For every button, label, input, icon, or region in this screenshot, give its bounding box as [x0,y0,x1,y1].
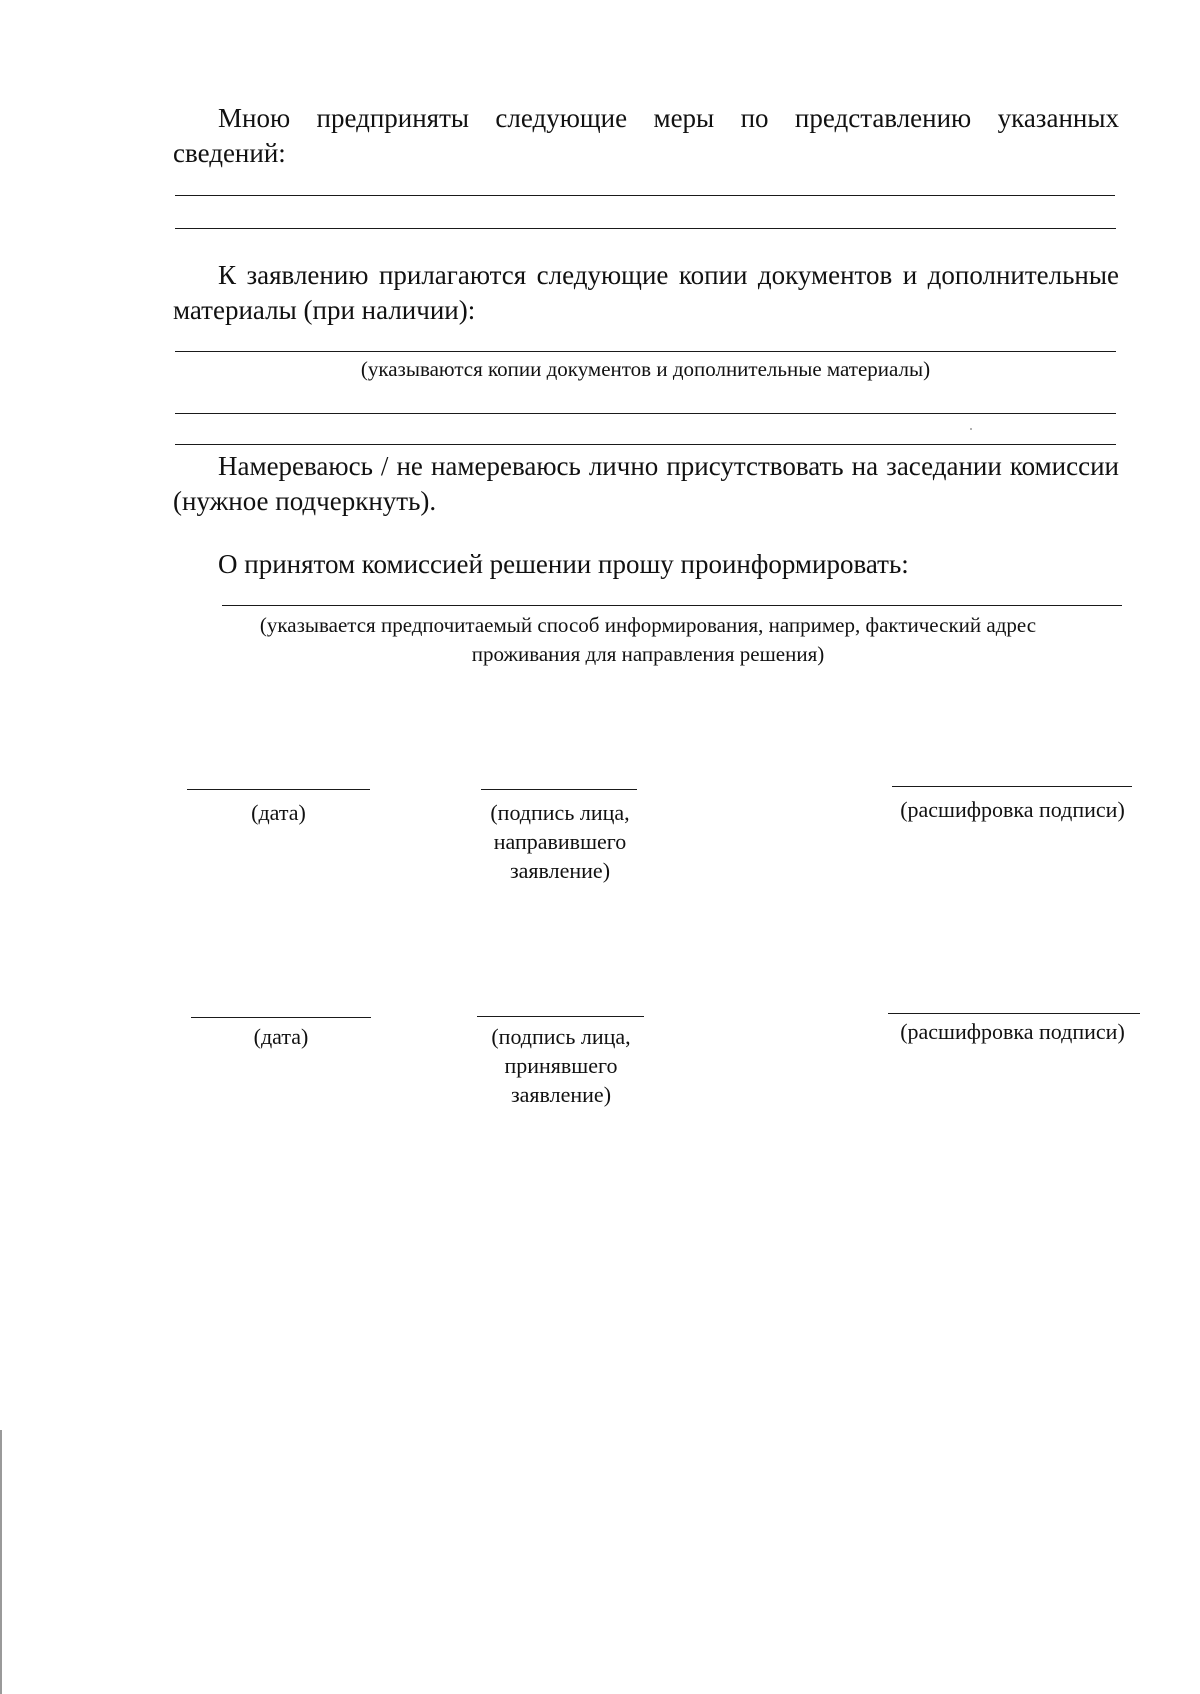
attachments-fill-line-2 [175,413,1116,414]
scan-speck [970,428,972,430]
measures-fill-line-1 [175,195,1115,196]
scan-edge-mark [0,1430,2,1694]
receiver-decoding-label: (расшифровка подписи) [900,1019,1125,1044]
inform-caption-line-2: проживания для направления решения) [471,642,825,666]
sender-signature-caption-1: (подпись лица, [490,800,630,825]
sender-signature-caption-2: направившего [493,829,627,854]
sender-signature-line [481,789,637,790]
receiver-decoding-line [888,1013,1140,1014]
sender-date-label: (дата) [251,800,306,825]
attachments-fill-line-3 [175,444,1116,445]
receiver-date-line [191,1017,371,1018]
paragraph-inform [173,547,1119,582]
paragraph-measures-text: Мною предприняты следующие меры по представлению указанных сведений: [173,103,1119,168]
receiver-date-label: (дата) [253,1024,309,1049]
attachments-caption: (указываются копии документов и дополнительные материалы) [360,357,931,381]
measures-fill-line-2 [175,228,1116,229]
paragraph-attachments [173,258,1119,328]
paragraph-attachments-text: К заявлению прилагаются следующие копии документов и дополнительные материалы (при наличии): [173,260,1119,325]
receiver-signature-line [477,1016,644,1017]
sender-date-line [187,789,370,790]
paragraph-inform-text: О принятом комиссией решении прошу проинформировать: [218,549,909,579]
receiver-signature-caption-2: принявшего [504,1053,618,1078]
sender-decoding-label: (расшифровка подписи) [900,797,1125,822]
paragraph-attendance [173,449,1119,519]
sender-signature-caption [455,798,665,885]
paragraph-measures [173,101,1119,171]
receiver-signature-caption-1: (подпись лица, [491,1024,631,1049]
inform-fill-line [222,605,1122,606]
attachments-fill-line-1 [175,351,1116,352]
inform-caption-line-1: (указывается предпочитаемый способ информирования, например, фактический адрес [259,613,1037,637]
paragraph-attendance-text: Намереваюсь / не намереваюсь лично присутствовать на заседании комиссии (нужное подчеркнуть). [173,451,1119,516]
sender-signature-caption-3: заявление) [509,858,611,883]
sender-decoding-line [892,786,1132,787]
receiver-signature-caption [455,1022,667,1109]
receiver-signature-caption-3: заявление) [510,1082,612,1107]
